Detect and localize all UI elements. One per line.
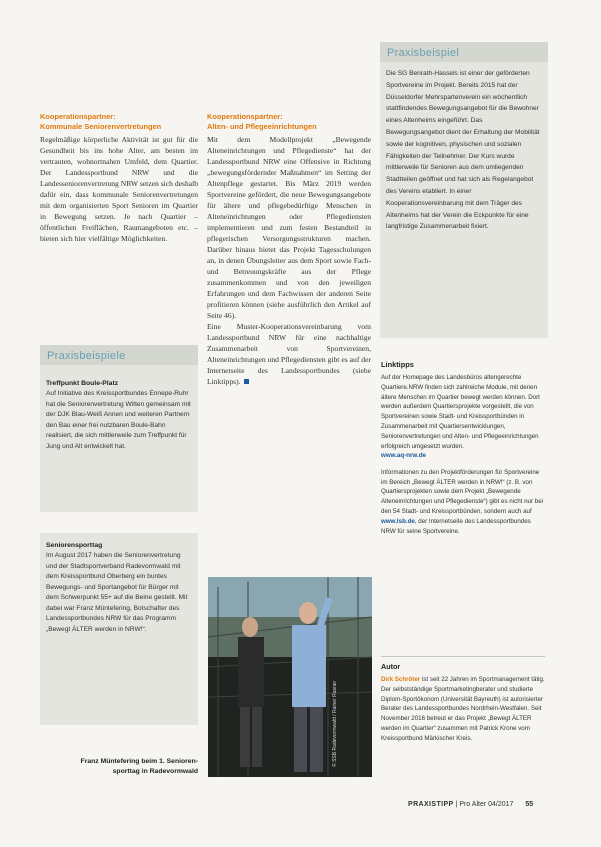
caption-line-1: Franz Müntefering beim 1. Senioren- — [80, 758, 198, 765]
linktipps-p2-tail: , der Internetseite des Landessportbundes NRW für seine Sportvereine. — [381, 517, 531, 535]
section-head-topic: Kommunale Seniorenvertretungen — [40, 122, 162, 131]
autor-head: Autor — [381, 662, 401, 671]
linktipps-p2 — [381, 468, 545, 537]
praxisbeispiele-title: Praxisbeispiele — [47, 350, 126, 362]
caption-line-2: sporttag in Radevormwald — [112, 768, 198, 775]
section-head-partner-2: Kooperationspartner: — [207, 112, 283, 121]
page-number: 55 — [525, 801, 534, 808]
autor-body — [381, 675, 545, 744]
seniorensporttag-body: Im August 2017 haben die Seniorenvertretung und der Stadtsportverband Radevormwald mit dem Kreissportbund Oberberg ein buntes Bewegungs- und Sportangebot für Bürger mit dem Schwerpunkt 55+ auf die Beine gestellt. Mit dabei war Franz Müntefering, Botschafter des Landessportbundes NRW für das Programm „Bewegt ÄLTER werden in NRW!“. — [46, 552, 188, 633]
alteneinrichtungen-section — [207, 112, 371, 387]
praxisbeispiele-box — [40, 345, 198, 512]
linktipps-p2-text: Informationen zu den Projektförderungen für Sportvereine im Bereich „Bewegt ÄLTER werden in NRW!“ (z. B. von Quartiersprojekten sowie dem Projekt „Bewegende Alteneinrichtungen und Pflegedienste“) gibt es nicht nur bei den 54 Stadt- und Kreissportbünden, sondern auch auf — [381, 468, 544, 516]
section-head-partner: Kooperationspartner: — [40, 112, 116, 121]
praxisbeispiel-title: Praxisbeispiel — [387, 47, 460, 59]
photo-illustration — [208, 577, 372, 777]
boule-subhead: Treffpunkt Boule-Platz — [46, 380, 119, 387]
linktipps-head: Linktipps — [381, 360, 414, 369]
linktipps-section — [381, 360, 545, 536]
seniorensporttag-subhead: Seniorensporttag — [46, 542, 103, 549]
section-head-topic-2: Alten- und Pflegeeinrichtungen — [207, 122, 317, 131]
linktipps-p1: Auf der Homepage des Landesbüros altengerechte Quartiere.NRW finden sich zahlreiche Module, mit denen ältere Menschen im Quartier bewegt werden können. Dort werden außerdem Quartiersprojekte vorgestellt, die von Sportvereinen sowie Stadt- und Kreissportbünden in Zusammenarbeit mit Quartiersentwicklungen, Seniorenvertretungen und Alten- und Pflegeeinrichtungen erfolgreich umgesetzt wurden. — [381, 374, 540, 450]
section-body: Regelmäßige körperliche Aktivität ist gut für die Gesundheit bis ins hohe Alter, am besten im vertrauten, wohnortnahen Umfeld, dem Quartier. Der Landessportbund NRW und die Landesseniorenvertretung NRW setzen sich deshalb dafür ein, dass kommunale Seniorenvertretungen mit dem organisierten Sport Senioren im Quartier in Bewegung setzen. Je nach Quartier – öffentlichen Freiflächen, Raumangeboten etc. – bieten sich hier vielfältige Möglichkeiten. — [40, 135, 199, 243]
praxisbeispiel-title-bar — [380, 42, 548, 62]
footer-section: PRAXISTIPP — [408, 801, 454, 808]
link-lsb[interactable]: www.lsb.de — [381, 517, 415, 525]
praxisbeispiel-content — [380, 62, 548, 233]
praxisbeispiel-box — [380, 42, 548, 338]
photo-caption — [40, 757, 198, 777]
praxisbeispiel-body: Die SG Benrath-Hassels ist einer der geförderten Sportvereine im Projekt. Bereits 2015 hat der Düsseldorfer Mehrspartenverein ein wöchentlich stattfindendes Bewegungsangebot für die Bewohner eines Altenheims eingeführt. Das Bewegungsangebot dient der Erhaltung der Mobilität sowie der kognitiven, physischen und sozialen Fähigkeiten der Teilnehmer. Der Kurs wurde mittlerweile für Senioren aus dem umliegenden Stadtteilen geöffnet und hat sich als Regelangebot des Vereins etabliert. In einer Kooperationsvereinbarung mit dem Träger des Altenheims hat der Verein die Eckpunkte für eine langfristige Zusammenarbeit fixiert. — [386, 70, 540, 231]
section-body-2b — [207, 321, 371, 387]
autor-section — [381, 662, 545, 744]
boule-body: Auf Initiative des Kreissportbundes Ennepe-Ruhr hat die Seniorenvertretung Witten gemeinsam mit der DJK Blau-Weiß Annen und weiteren Partnern den Bau einer frei nutzbaren Boule-Bahn realisiert, die sich mittlerweile zum Treffpunkt für Jung und Alt entwickelt hat. — [46, 390, 191, 450]
footer-separator: | — [455, 801, 460, 808]
page-footer — [408, 801, 568, 808]
end-mark-icon — [244, 379, 249, 384]
seniorensporttag-box — [40, 533, 198, 725]
autor-divider — [381, 656, 545, 657]
seniorenvertretungen-section — [40, 112, 198, 244]
section-body-2b-text: Eine Muster-Kooperationsvereinbarung vom Landessportbund NRW für eine nachhaltige Zusammenarbeit von Sportvereinen, Alteneinrichtungen und Pflegediensten gibt es auf der Internetseite des Landessportbundes (siehe Linktipps). — [207, 322, 371, 386]
autor-text: ist seit 22 Jahren im Sportmanagement tätig. Der selbstständige Sportmarketingberater und studierte Diplom-Sportökonom (Universität Bayreuth) ist autorisierter Berater des Landessportbundes Nordrhein-Westfalen. Seit November 2016 betreut er das Projekt „Bewegt ÄLTER werden im Quartier“ zusammen mit Patrick Krone vom Kreissportbund Märkischer Kreis. — [381, 676, 545, 742]
praxisbeispiele-title-bar — [40, 345, 198, 365]
photo-credit: © SSB Radevormwald / Rainer Rasner — [332, 680, 338, 767]
footer-issue: Pro Alter 04/2017 — [459, 801, 514, 808]
seniorensporttag-content — [40, 533, 198, 635]
autor-name: Dirk Schröter — [381, 676, 421, 683]
link-aq-nrw[interactable]: www.aq-nrw.de — [381, 452, 426, 460]
praxisbeispiele-content — [40, 365, 198, 452]
section-body-2: Mit dem Modellprojekt „Bewegende Alteneinrichtungen und Pflegedienste“ hat der Landessportbund NRW eine Offensive in Richtung „bewegungsfördernder Maßnahmen“ im Setting der Altenpflege gestartet. Bis März 2019 werden Sportvereine gefördert, die neue Bewegungsangebote für ältere und pflegebedürftige Menschen in Alteneinrichtungen oder Pflegediensten implementieren und zum festen Bestandteil in pflegerischen Versorgungsstrukturen machen. Darüber hinaus bietet das Projekt Tagesschulungen an, in denen Übungsleiter aus dem Sport sowie Fach- und Betreuungskräfte aus der Pflege zusammenkommen und von den jeweiligen Erfahrungen und dem Fachwissen der anderen Seite profitieren können (siehe ausführlich den Artikel auf Seite 46). — [207, 135, 371, 320]
muentefering-photo — [208, 577, 372, 777]
